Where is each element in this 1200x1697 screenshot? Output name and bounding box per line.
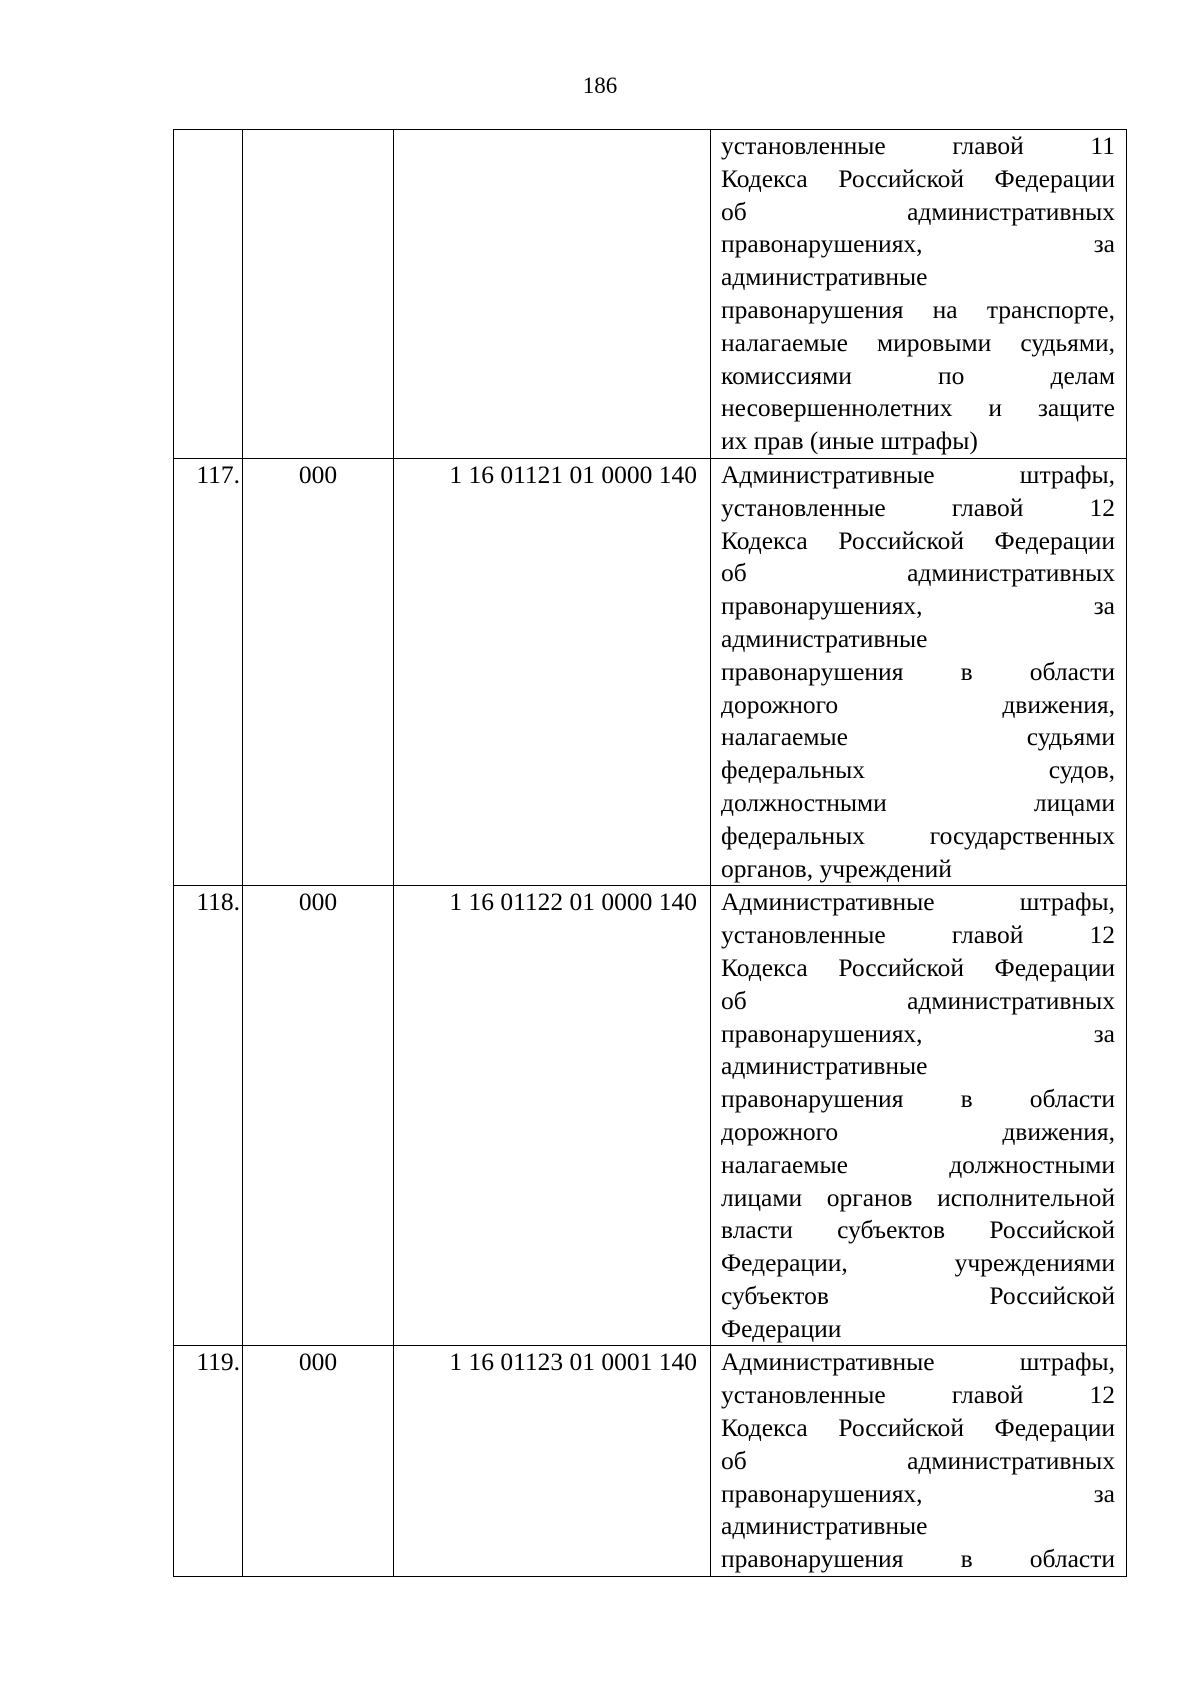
description-line: Федерации, учреждениями [721, 1248, 1115, 1278]
description-line: субъектов Российской [721, 1280, 1115, 1310]
admin-code-cell: 000 [243, 1346, 394, 1577]
description-line: правонарушениях, за [721, 1478, 1115, 1508]
description-line: Административные штрафы, [721, 887, 1115, 917]
description-line: установленные главой 11 [721, 131, 1115, 160]
budget-classification-table [173, 129, 1127, 1577]
description-line: правонарушениях, за [721, 591, 1115, 621]
description-line: несовершеннолетних и защите [721, 393, 1115, 423]
table-row [174, 886, 1127, 1346]
description-line: федеральных государственных [721, 820, 1115, 850]
description-line: Федерации [721, 1313, 842, 1343]
row-number-cell: 118. [174, 886, 243, 1346]
description-line: органов, учреждений [721, 853, 952, 883]
kbk-code-cell: 1 16 01121 01 0000 140 [394, 458, 711, 885]
description-line: налагаемые мировыми судьями, [721, 327, 1115, 357]
table-row [174, 1346, 1127, 1577]
description-line: административные [721, 262, 928, 292]
description-line: Кодекса Российской Федерации [721, 1413, 1115, 1443]
description-line: об административных [721, 1445, 1115, 1475]
description-line: установленные главой 12 [721, 492, 1115, 522]
description-line: правонарушения в области [721, 1544, 1115, 1574]
description-line: административные [721, 1051, 928, 1081]
description-line: правонарушениях, за [721, 1018, 1115, 1048]
description-line: Кодекса Российской Федерации [721, 952, 1115, 982]
description-line: об административных [721, 985, 1115, 1015]
kbk-code-cell: 1 16 01123 01 0001 140 [394, 1346, 711, 1577]
row-number-cell [174, 130, 243, 459]
description-line: об административных [721, 196, 1115, 226]
description-cell [711, 886, 1127, 1346]
description-line: налагаемые судьями [721, 722, 1115, 752]
description-line: власти субъектов Российской [721, 1215, 1115, 1245]
page-number: 186 [582, 73, 618, 98]
description-line: установленные главой 12 [721, 920, 1115, 950]
row-number-cell: 119. [174, 1346, 243, 1577]
description-line: налагаемые должностными [721, 1149, 1115, 1179]
description-line: Административные штрафы, [721, 1347, 1115, 1377]
description-line: административные [721, 1511, 928, 1541]
description-line: Кодекса Российской Федерации [721, 163, 1115, 193]
description-line: установленные главой 12 [721, 1380, 1115, 1410]
kbk-code-cell: 1 16 01122 01 0000 140 [394, 886, 711, 1346]
admin-code-cell [243, 130, 394, 459]
kbk-code-cell [394, 130, 711, 459]
description-line: Кодекса Российской Федерации [721, 525, 1115, 555]
description-line: лицами органов исполнительной [721, 1182, 1115, 1212]
admin-code-cell: 000 [243, 886, 394, 1346]
description-line: комиссиями по делам [721, 360, 1115, 390]
description-cell [711, 458, 1127, 885]
table-row [174, 130, 1127, 459]
description-line: дорожного движения, [721, 1116, 1115, 1146]
description-line: дорожного движения, [721, 689, 1115, 719]
row-number-cell: 117. [174, 458, 243, 885]
description-line: должностными лицами [721, 787, 1115, 817]
table-row [174, 458, 1127, 885]
admin-code-cell: 000 [243, 458, 394, 885]
description-line: правонарушения в области [721, 656, 1115, 686]
description-line: административные [721, 623, 928, 653]
description-cell [711, 130, 1127, 459]
description-line: правонарушениях, за [721, 229, 1115, 259]
description-line: Административные штрафы, [721, 459, 1115, 489]
description-line: правонарушения на транспорте, [721, 294, 1115, 324]
description-line: об административных [721, 558, 1115, 588]
description-line: федеральных судов, [721, 755, 1115, 785]
description-line: правонарушения в области [721, 1084, 1115, 1114]
description-cell [711, 1346, 1127, 1577]
description-line: их прав (иные штрафы) [721, 426, 978, 456]
